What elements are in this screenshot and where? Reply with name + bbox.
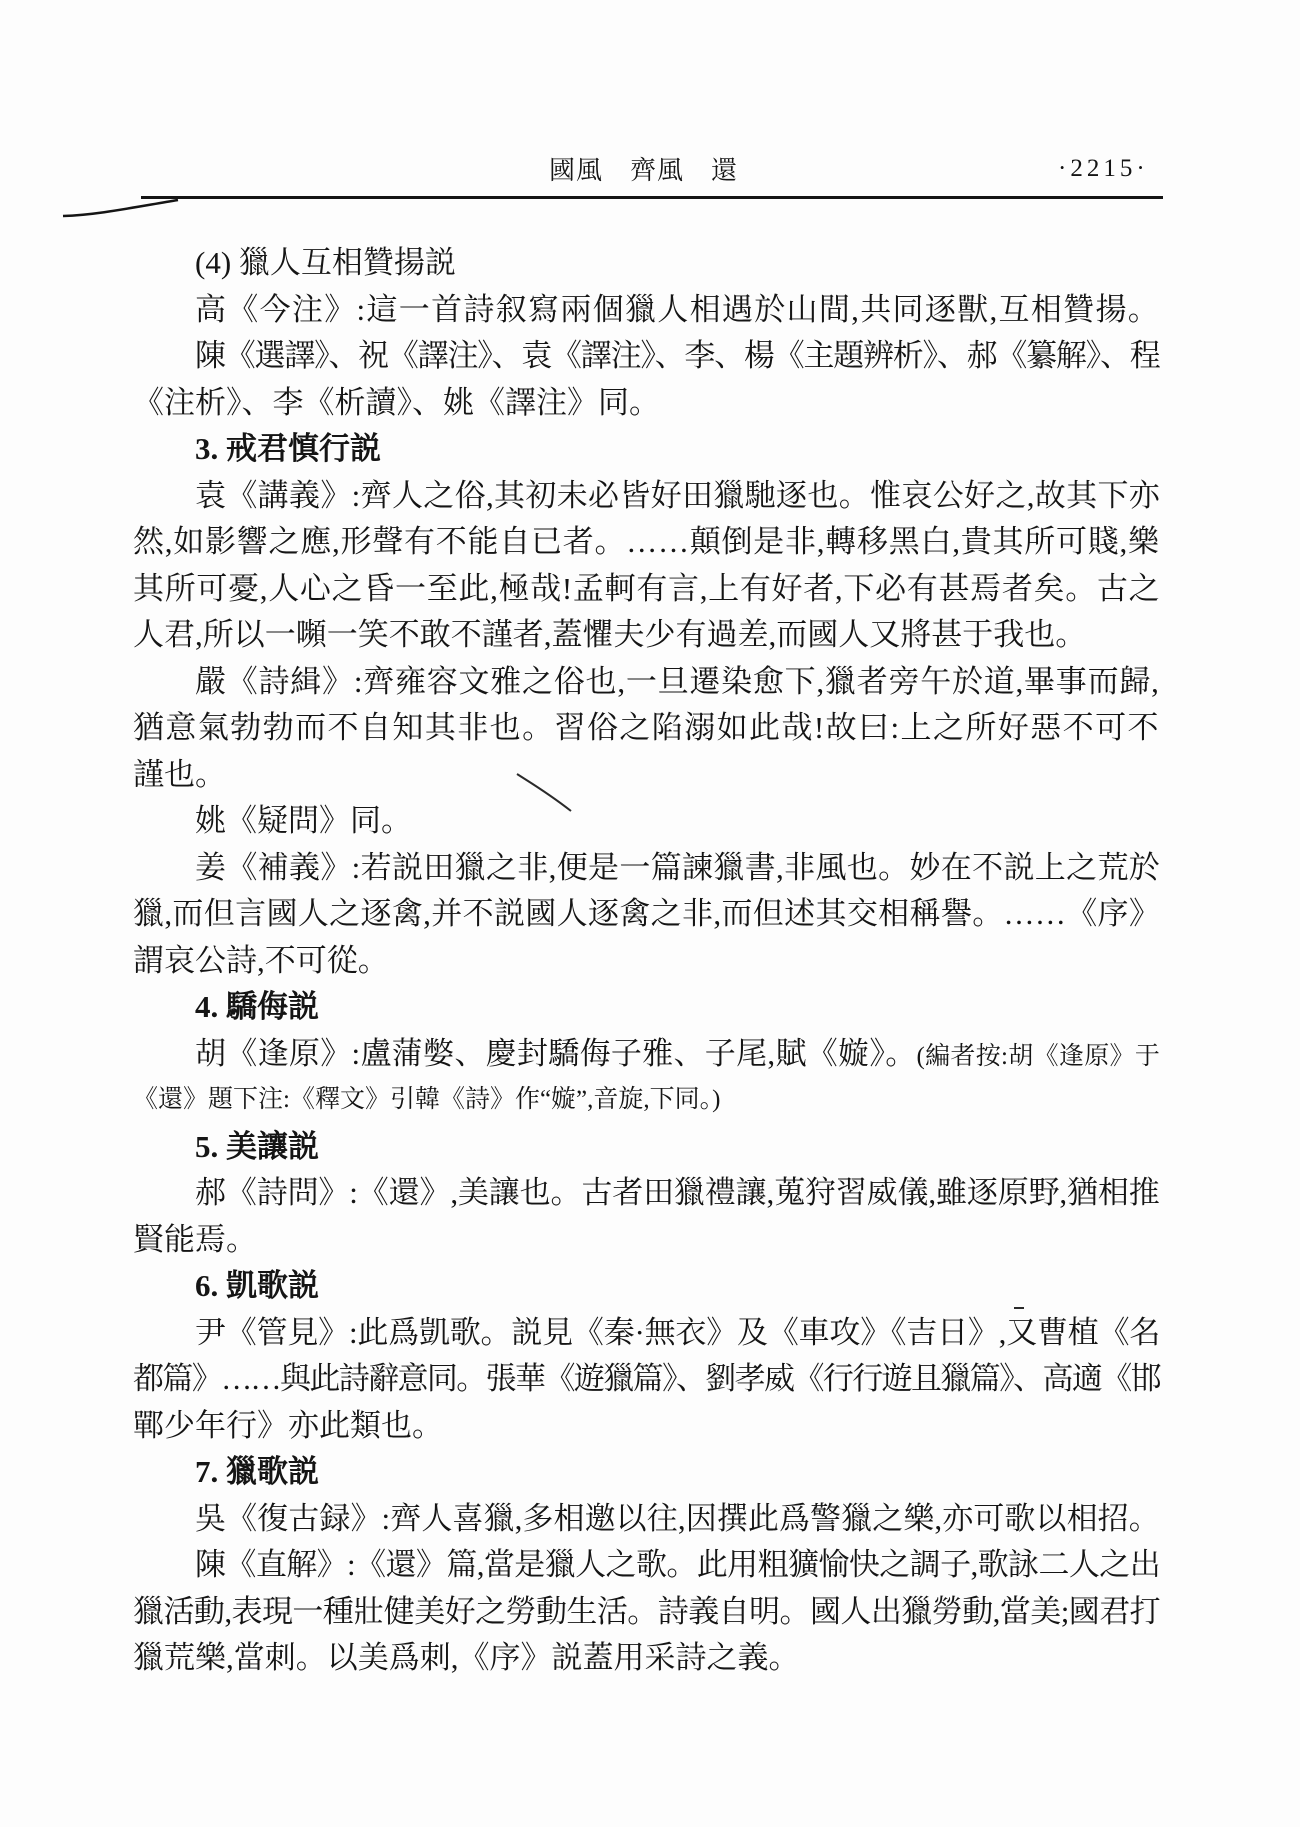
text-line bbox=[133, 659, 1160, 706]
text-segment: 賢能焉。 bbox=[133, 1221, 257, 1257]
text-segment: 謹也。 bbox=[133, 756, 226, 792]
text-line bbox=[133, 566, 1160, 613]
text-segment: 6. 凱歌説 bbox=[195, 1268, 319, 1303]
text-line bbox=[133, 1449, 1160, 1496]
text-line bbox=[133, 705, 1160, 752]
text-segment: 《還》題下注:《釋文》引韓《詩》作“嫙”,音旋,下同。) bbox=[133, 1086, 721, 1113]
text-segment: 猶意氣勃勃而不自知其非也。習俗之陷溺如此哉!故曰:上之所好惡不可不 bbox=[133, 710, 1160, 745]
text-segment: 獵荒樂,當刺。以美爲刺,《序》説蓋用采詩之義。 bbox=[133, 1640, 800, 1675]
text-segment: 姚《疑問》同。 bbox=[195, 803, 412, 838]
text-segment: 《注析》、李《析讀》、姚《譯注》同。 bbox=[133, 384, 660, 420]
text-segment: 5. 美讓説 bbox=[195, 1128, 319, 1164]
text-line bbox=[133, 1356, 1160, 1403]
text-line bbox=[133, 1077, 1160, 1124]
text-segment: 姜《補義》:若説田獵之非,便是一篇諫獵書,非風也。妙在不説上之荒於 bbox=[195, 849, 1161, 885]
header-rule-left-flourish bbox=[63, 200, 178, 216]
text-line bbox=[133, 1496, 1160, 1543]
text-line bbox=[133, 1635, 1160, 1682]
text-line bbox=[133, 240, 1160, 287]
text-segment: 鄲少年行》亦此類也。 bbox=[133, 1407, 443, 1443]
text-line bbox=[133, 891, 1160, 938]
text-line bbox=[133, 984, 1160, 1031]
text-line bbox=[133, 612, 1160, 659]
text-line bbox=[133, 426, 1160, 473]
text-segment: 陳《直解》:《還》篇,當是獵人之歌。此用粗獷愉快之調子,歌詠二人之出 bbox=[195, 1547, 1161, 1582]
text-line bbox=[133, 1310, 1160, 1357]
text-line bbox=[133, 1124, 1160, 1171]
text-line bbox=[133, 519, 1160, 566]
text-segment: 高《今注》:這一首詩叙寫兩個獵人相遇於山間,共同逐獸,互相贊揚。 bbox=[195, 291, 1161, 327]
text-segment: 謂哀公詩,不可從。 bbox=[133, 942, 389, 978]
text-line bbox=[133, 752, 1160, 799]
text-line bbox=[133, 1217, 1160, 1264]
text-segment: (4) 獵人互相贊揚説 bbox=[195, 245, 456, 280]
text-segment: 3. 戒君慎行説 bbox=[195, 431, 381, 466]
text-segment: 4. 驕侮説 bbox=[195, 989, 319, 1024]
text-segment: 嚴《詩緝》:齊雍容文雅之俗也,一旦遷染愈下,獵者旁午於道,畢事而歸, bbox=[195, 663, 1160, 699]
text-segment: 陳《選譯》、祝《譯注》、袁《譯注》、李、楊《主題辨析》、郝《纂解》、程 bbox=[195, 338, 1160, 373]
text-line bbox=[133, 845, 1160, 892]
text-segment: 都篇》……與此詩辭意同。張華《遊獵篇》、劉孝威《行行遊且獵篇》、高適《邯 bbox=[133, 1361, 1160, 1396]
text-line bbox=[133, 1263, 1160, 1310]
text-segment: 獵,而但言國人之逐禽,并不説國人逐禽之非,而但述其交相稱譽。……《序》 bbox=[133, 896, 1161, 931]
text-segment: 袁《講義》:齊人之俗,其初未必皆好田獵馳逐也。惟哀公好之,故其下亦 bbox=[195, 477, 1161, 513]
text-line bbox=[133, 1031, 1160, 1078]
text-line bbox=[133, 798, 1160, 845]
text-line bbox=[133, 1542, 1160, 1589]
text-segment: 然,如影響之應,形聲有不能自已者。……顛倒是非,轉移黑白,貴其所可賤,樂 bbox=[133, 524, 1160, 559]
text-line bbox=[133, 938, 1160, 985]
text-line bbox=[133, 287, 1160, 334]
text-segment: 郝《詩問》:《還》,美讓也。古者田獵禮讓,蒐狩習威儀,雖逐原野,猶相推 bbox=[195, 1175, 1160, 1210]
page-body bbox=[133, 240, 1160, 1682]
text-line bbox=[133, 333, 1160, 380]
text-line bbox=[133, 1403, 1160, 1450]
text-segment: 吳《復古録》:齊人喜獵,多相邀以往,因撰此爲警獵之樂,亦可歌以相招。 bbox=[195, 1500, 1160, 1536]
text-segment: 其所可憂,人心之昏一至此,極哉!孟軻有言,上有好者,下必有甚焉者矣。古之 bbox=[133, 570, 1161, 606]
text-segment: 7. 獵歌説 bbox=[195, 1454, 319, 1489]
text-segment: 胡《逢原》:盧蒲嫳、慶封驕侮子雅、子尾,賦《嫙》。 bbox=[195, 1035, 917, 1071]
text-segment: 獵活動,表現一種壯健美好之勞動生活。詩義自明。國人出獵勞動,當美;國君打 bbox=[133, 1593, 1161, 1629]
text-line bbox=[133, 1589, 1160, 1636]
text-line bbox=[133, 1170, 1160, 1217]
text-segment: 尹《管見》:此爲凱歌。説見《秦·無衣》及《車攻》《吉日》,又曹植《名 bbox=[195, 1314, 1161, 1350]
text-line bbox=[133, 380, 1160, 427]
text-segment: (編者按:胡《逢原》于 bbox=[916, 1042, 1161, 1070]
running-header-title: 國風 齊風 還 bbox=[549, 156, 739, 185]
page-number: ·2215· bbox=[1058, 155, 1149, 182]
text-segment: 人君,所以一嚬一笑不敢不謹者,蓋懼夫少有過差,而國人又將甚于我也。 bbox=[133, 617, 1087, 652]
text-line bbox=[133, 473, 1160, 520]
